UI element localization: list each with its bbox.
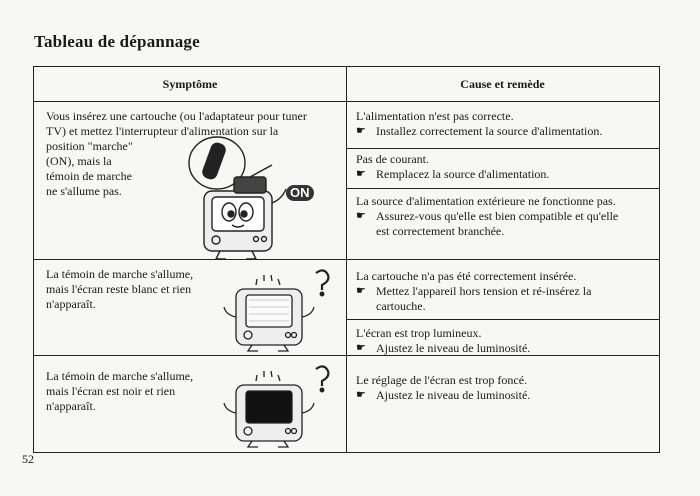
remedy-line: cartouche. <box>376 299 426 313</box>
symptom-line: (ON), mais la <box>46 154 112 168</box>
remedy <box>356 341 656 356</box>
symptom-line: position "marche" <box>46 139 133 153</box>
cause-1-2 <box>356 152 656 182</box>
remedy-text: Installez correctement la source d'alimentation. <box>376 124 603 138</box>
cause-2-2 <box>356 326 656 356</box>
remedy-line: est correctement branchée. <box>376 224 505 238</box>
on-label: ON <box>286 185 314 201</box>
header-cause: Cause et remède <box>460 77 545 91</box>
console-black-screen-illustration <box>218 363 338 449</box>
symptom-line: La témoin de marche s'allume, <box>46 369 194 383</box>
symptom-line: n'apparaît. <box>46 399 96 413</box>
remedy <box>356 284 656 314</box>
cause-text: Pas de courant. <box>356 152 429 166</box>
remedy-text: Ajustez le niveau de luminosité. <box>376 388 531 402</box>
symptom-line: n'apparaît. <box>46 297 96 311</box>
cause-1-3 <box>356 194 656 239</box>
symptom-line: TV) et mettez l'interrupteur d'alimentation sur la <box>46 124 279 138</box>
remedy <box>356 167 656 182</box>
cause-text: L'écran est trop lumineux. <box>356 326 482 340</box>
header-divider <box>34 101 659 102</box>
page-number: 52 <box>22 452 34 466</box>
remedy <box>356 388 656 403</box>
remedy <box>356 124 656 139</box>
pointing-hand-icon: ☛ <box>356 285 366 297</box>
symptom-line: mais l'écran reste blanc et rien <box>46 282 192 296</box>
cause-divider <box>346 148 659 149</box>
pointing-hand-icon: ☛ <box>356 210 366 222</box>
page-title: Tableau de dépannage <box>34 32 200 51</box>
remedy-line: Mettez l'appareil hors tension et ré-insérez la <box>376 284 592 298</box>
pointing-hand-icon: ☛ <box>356 125 366 137</box>
pointing-hand-icon: ☛ <box>356 389 366 401</box>
remedy <box>356 209 656 239</box>
symptom-line: témoin de marche <box>46 169 132 183</box>
pointing-hand-icon: ☛ <box>356 168 366 180</box>
console-blank-screen-illustration <box>218 267 338 353</box>
remedy-line: Assurez-vous qu'elle est bien compatible et qu'elle <box>376 209 619 223</box>
remedy-text: Remplacez la source d'alimentation. <box>376 167 550 181</box>
cause-divider <box>346 188 659 189</box>
troubleshooting-table <box>33 66 660 453</box>
pointing-hand-icon: ☛ <box>356 342 366 354</box>
symptom-line: Vous insérez une cartouche (ou l'adaptateur pour tuner <box>46 109 307 123</box>
cause-text: La source d'alimentation extérieure ne fonctionne pas. <box>356 194 616 208</box>
symptom-line: mais l'écran est noir et rien <box>46 384 176 398</box>
row-divider <box>34 259 659 260</box>
cause-2-1 <box>356 269 656 314</box>
cause-divider <box>346 319 659 320</box>
cause-text: Le réglage de l'écran est trop foncé. <box>356 373 528 387</box>
cause-3-1 <box>356 373 656 403</box>
remedy-text <box>376 284 591 314</box>
cause-text: L'alimentation n'est pas correcte. <box>356 109 514 123</box>
remedy-text: Ajustez le niveau de luminosité. <box>376 341 531 355</box>
cause-text: La cartouche n'a pas été correctement insérée. <box>356 269 577 283</box>
symptom-line: La témoin de marche s'allume, <box>46 267 194 281</box>
header-symptom: Symptôme <box>162 77 218 91</box>
remedy-text <box>376 209 618 239</box>
symptom-line: ne s'allume pas. <box>46 184 122 198</box>
cause-1-1 <box>356 109 656 139</box>
